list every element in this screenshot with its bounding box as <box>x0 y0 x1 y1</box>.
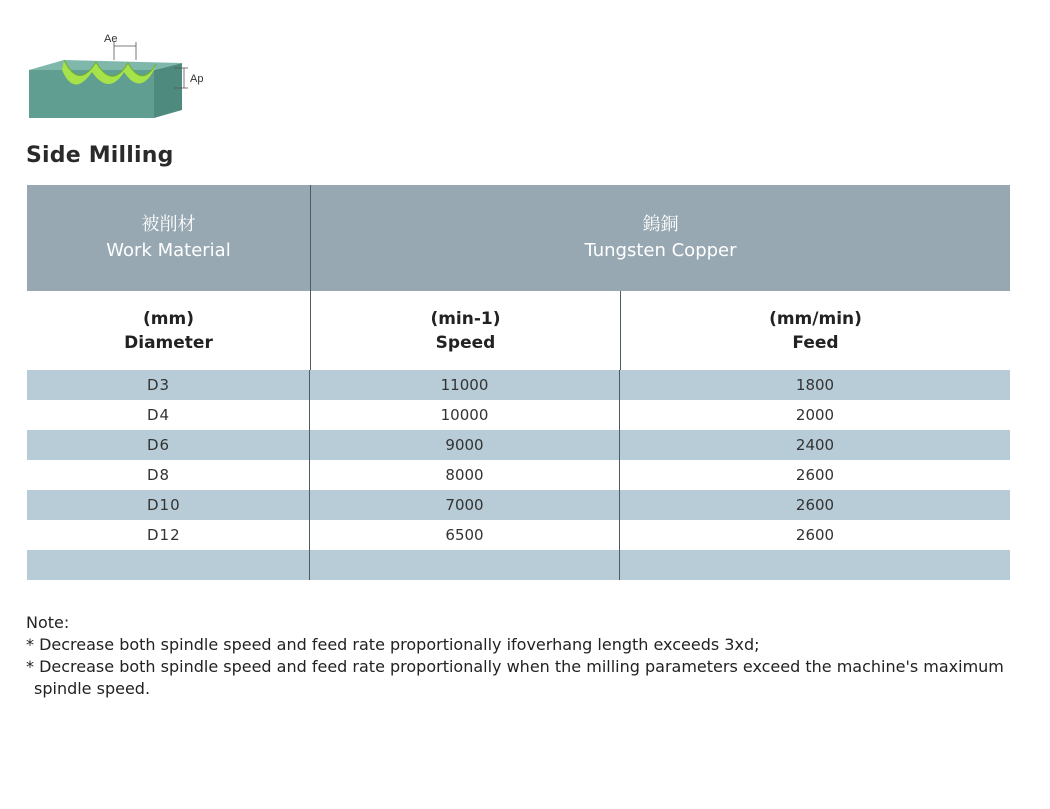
feed-cell: 2600 <box>795 466 835 484</box>
work-material-header <box>27 185 311 291</box>
diameter-cell: D4 <box>27 400 310 430</box>
table-row <box>27 430 1010 460</box>
column-header-row <box>27 291 1010 370</box>
ap-label: Ap <box>190 73 204 85</box>
table-row <box>27 370 1010 400</box>
material-header <box>311 185 1010 291</box>
table-row <box>27 490 1010 520</box>
ae-label: Ae <box>104 33 118 45</box>
work-material-en: Work Material <box>106 240 231 261</box>
feed-cell: 2000 <box>795 406 835 424</box>
speed-cell <box>310 550 620 580</box>
feed-unit: (mm/min) <box>769 308 862 329</box>
note-item: * Decrease both spindle speed and feed rate proportionally ifoverhang length exceeds 3xd; <box>26 635 760 654</box>
cutting-parameters-table <box>27 185 1010 580</box>
block-top-face <box>29 60 182 70</box>
block-side-face <box>154 63 182 118</box>
note-item: * Decrease both spindle speed and feed rate proportionally when the milling parameters exceed the machine's maximum spindle speed. <box>26 657 1004 698</box>
speed-cell: 11000 <box>310 370 620 400</box>
material-en: Tungsten Copper <box>584 240 737 261</box>
table-row <box>27 460 1010 490</box>
diameter-column-header <box>27 291 311 370</box>
diameter-cell: D12 <box>27 520 310 550</box>
speed-cell: 8000 <box>310 460 620 490</box>
work-material-cn: 被削材 <box>141 214 196 235</box>
feed-cell: 2600 <box>795 526 835 544</box>
speed-label: Speed <box>435 332 496 353</box>
table-row <box>27 550 1010 580</box>
diameter-unit: (mm) <box>143 308 194 329</box>
side-milling-diagram <box>24 30 224 125</box>
speed-cell: 9000 <box>310 430 620 460</box>
section-title: Side Milling <box>26 143 174 168</box>
diameter-cell: D8 <box>27 460 310 490</box>
speed-cell: 10000 <box>310 400 620 430</box>
diameter-cell: D10 <box>27 490 310 520</box>
feed-label: Feed <box>792 332 839 353</box>
notes-section <box>26 612 1016 700</box>
material-cn: 鎢銅 <box>642 214 679 235</box>
speed-cell: 7000 <box>310 490 620 520</box>
speed-unit: (min-1) <box>430 308 501 329</box>
feed-cell <box>620 550 1010 580</box>
table-header <box>27 185 1010 291</box>
diameter-cell <box>27 550 310 580</box>
speed-column-header <box>311 291 621 370</box>
diameter-label: Diameter <box>124 332 213 353</box>
feed-column-header <box>621 291 1010 370</box>
speed-cell: 6500 <box>310 520 620 550</box>
feed-cell: 2600 <box>795 496 835 514</box>
feed-cell: 2400 <box>795 436 835 454</box>
notes-title: Note: <box>26 613 70 632</box>
diameter-cell: D3 <box>27 370 310 400</box>
diameter-cell: D6 <box>27 430 310 460</box>
table-row <box>27 400 1010 430</box>
feed-cell: 1800 <box>795 376 835 394</box>
table-row <box>27 520 1010 550</box>
